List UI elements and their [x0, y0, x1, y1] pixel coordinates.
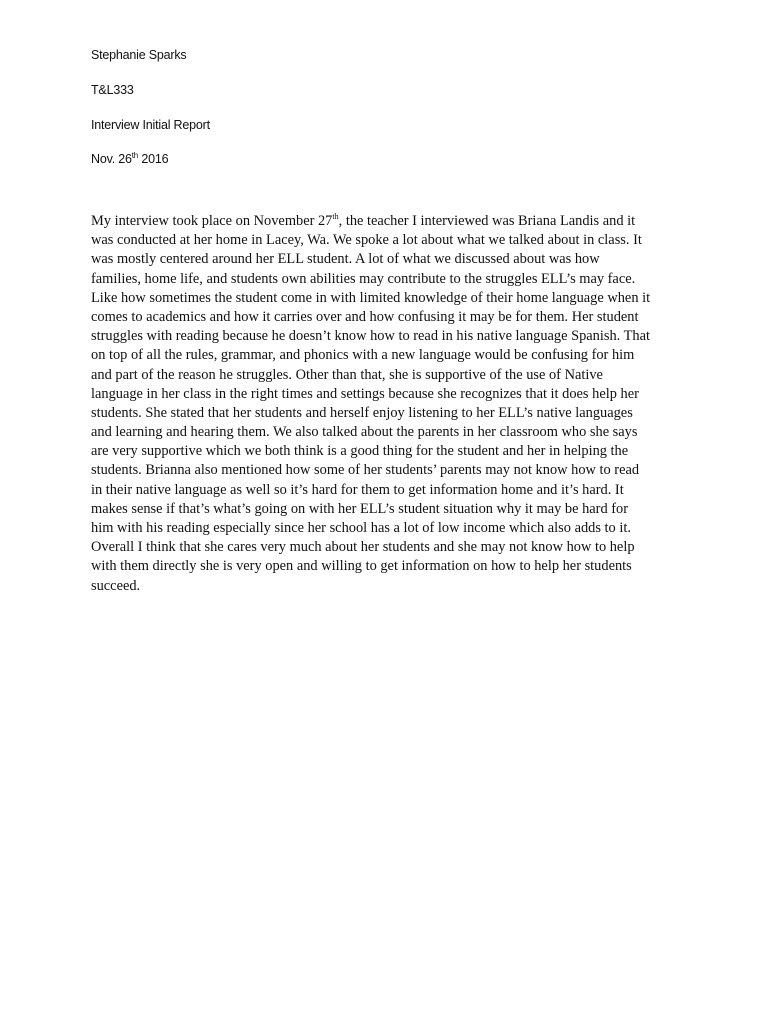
body-line: him with his reading especially since her school has a lot of low income which also adds to it.	[91, 520, 631, 536]
body-first-ordinal: th	[332, 212, 339, 222]
date-year: 2016	[138, 152, 169, 166]
body-line-first	[91, 212, 691, 231]
body-line: struggles with reading because he doesn’t know how to read in his native language Spanish. That	[91, 328, 650, 345]
body-line: are very supportive which we both think is a good thing for the student and her in helping the	[91, 443, 629, 460]
report-title: Interview Initial Report	[91, 118, 210, 132]
body-line: Overall I think that she cares very much about her students and she may not know how to help	[91, 539, 635, 556]
body-line: comes to academics and how it carries over and how confusing it may be for them. Her student	[91, 308, 639, 325]
body-paragraph	[91, 212, 691, 596]
body-line: with them directly she is very open and willing to get information on how to help her students	[91, 558, 632, 575]
body-line: in their native language as well so it’s hard for them to get information home and it’s hard. It	[91, 481, 624, 498]
body-line: on top of all the rules, grammar, and phonics with a new language would be confusing for him	[91, 347, 635, 364]
body-line: language in her class in the right times and settings because she recognizes that it does help her	[91, 385, 639, 402]
date-ordinal: th	[131, 150, 139, 160]
author-name: Stephanie Sparks	[91, 48, 187, 62]
report-date	[91, 151, 168, 167]
body-line: students. She stated that her students and herself enjoy listening to her ELL’s native languages	[91, 404, 633, 421]
course-code: T&L333	[91, 83, 134, 97]
body-line: families, home life, and students own abilities may contribute to the struggles ELL’s may face.	[91, 270, 636, 287]
body-first-suffix: , the teacher I interviewed was Briana Landis and it	[338, 213, 636, 229]
body-line: was conducted at her home in Lacey, Wa. We spoke a lot about what we talked about in class. It	[91, 232, 642, 249]
body-line: and learning and hearing them. We also talked about the parents in her classroom who she says	[91, 424, 638, 441]
body-line: students. Brianna also mentioned how some of her students’ parents may not know how to read	[91, 462, 640, 479]
body-line: was mostly centered around her ELL student. A lot of what we discussed about was how	[91, 251, 600, 268]
body-line: and part of the reason he struggles. Other than that, she is supportive of the use of Native	[91, 366, 603, 383]
body-line: Like how sometimes the student come in with limited knowledge of their home language when it	[91, 289, 651, 306]
date-prefix: Nov. 26	[91, 152, 132, 166]
body-line: succeed.	[91, 577, 141, 594]
body-line: makes sense if that’s what’s going on with her ELL’s student situation why it may be hard for	[91, 500, 629, 517]
body-first-prefix: My interview took place on November 27	[91, 213, 333, 229]
